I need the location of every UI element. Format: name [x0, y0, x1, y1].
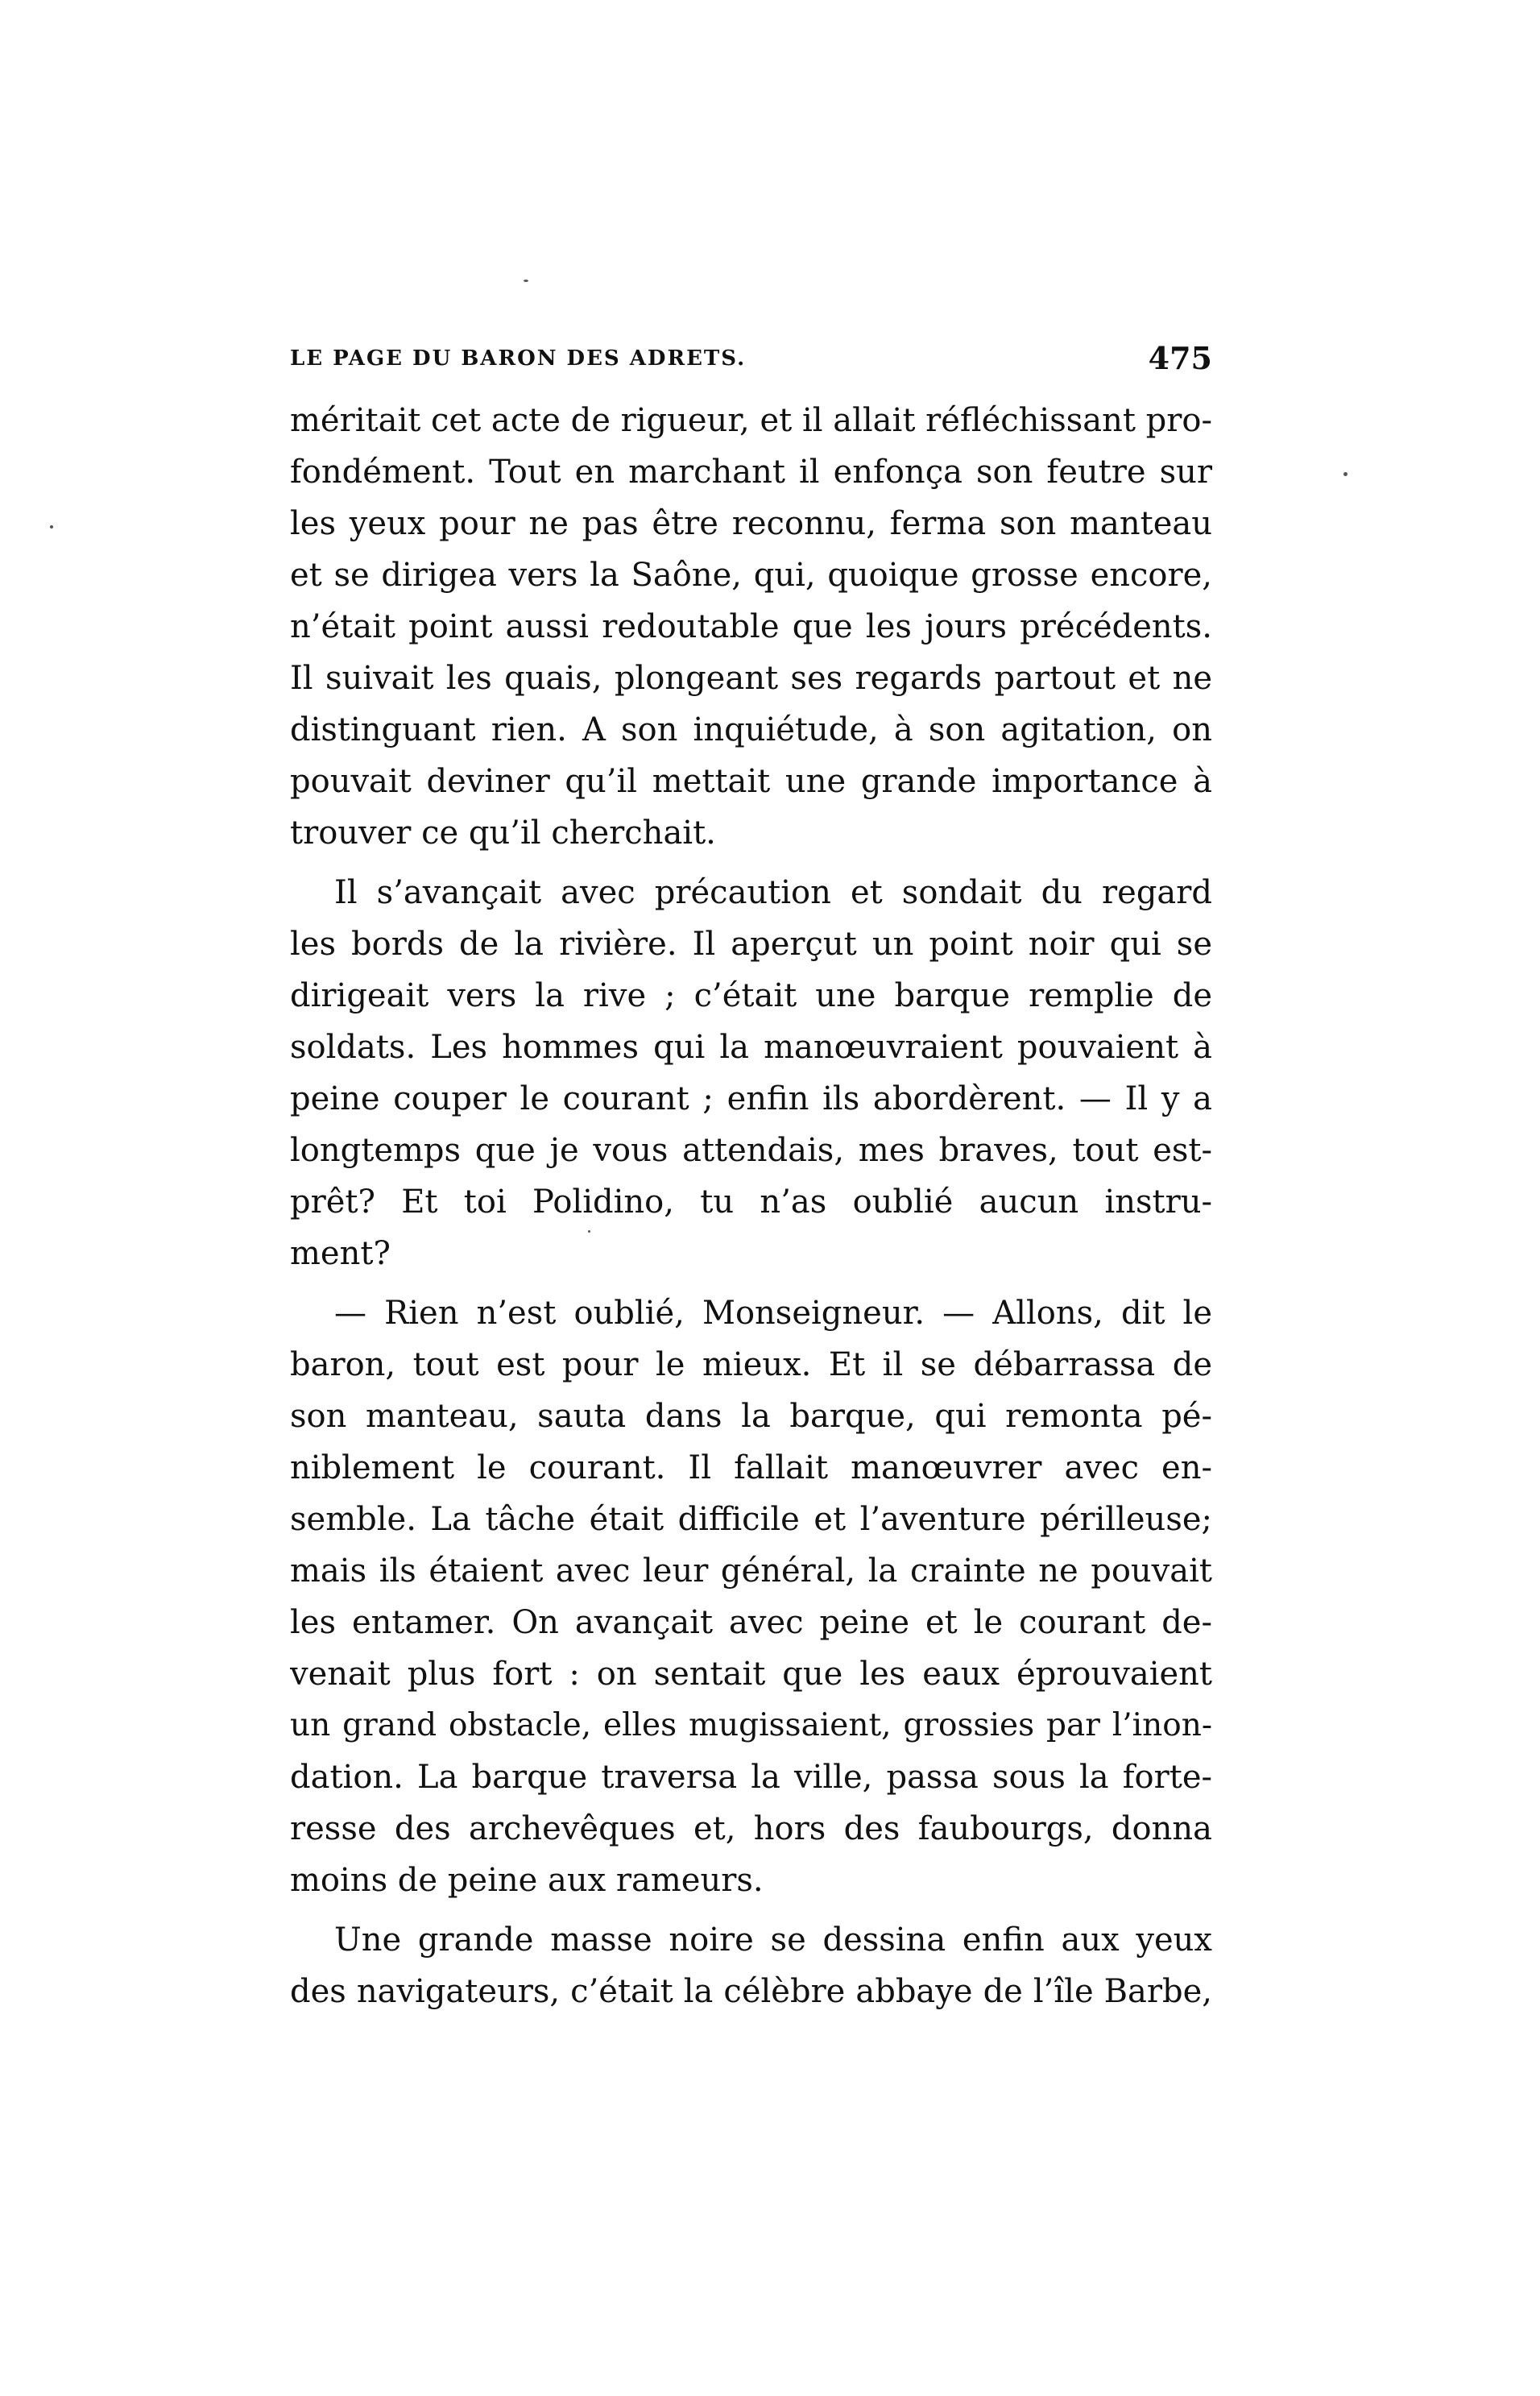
text-line: méritait cet acte de rigueur, et il allait réfléchissant pro- — [290, 402, 1212, 439]
text-line: les yeux pour ne pas être reconnu, ferma son manteau — [290, 505, 1212, 542]
text-line: fondément. Tout en marchant il enfonça son feutre sur — [290, 454, 1212, 491]
text-line: soldats. Les hommes qui la manœuvraient pouvaient à — [290, 1029, 1212, 1066]
text-line: un grand obstacle, elles mugissaient, grossies par l’inon- — [290, 1707, 1212, 1743]
text-line: trouver ce qu’il cherchait. — [290, 815, 716, 852]
page-number: 475 — [1148, 340, 1212, 376]
text-line: prêt? Et toi Polidino, tu n’as oublié aucun instru- — [290, 1183, 1212, 1221]
text-line: venait plus fort : on sentait que les eaux éprouvaient — [290, 1656, 1212, 1693]
text-line: resse des archevêques et, hors des faubourgs, donna — [290, 1810, 1212, 1847]
text-line: baron, tout est pour le mieux. Et il se débarrassa de — [290, 1346, 1212, 1383]
paragraph-4 — [290, 1914, 1212, 2017]
text-line: et se dirigea vers la Saône, qui, quoique grosse encore, — [290, 557, 1212, 594]
paragraph-1 — [290, 395, 1212, 859]
text-line: Il suivait les quais, plongeant ses regards partout et ne — [290, 660, 1212, 697]
text-line: des navigateurs, c’était la célèbre abbaye de l’île Barbe, — [290, 1973, 1212, 2010]
page-header — [290, 340, 1212, 387]
text-line: semble. La tâche était difficile et l’aventure périlleuse; — [290, 1501, 1212, 1538]
text-line: — Rien n’est oublié, Monseigneur. — Allons, dit le — [334, 1295, 1212, 1332]
text-line: niblement le courant. Il fallait manœuvrer avec en- — [290, 1449, 1212, 1486]
paragraph-3 — [290, 1287, 1212, 1906]
running-head: LE PAGE DU BARON DES ADRETS. — [290, 346, 747, 371]
paper-speck — [524, 280, 528, 282]
text-line: mais ils étaient avec leur général, la crainte ne pouvait — [290, 1552, 1212, 1590]
text-line: dation. La barque traversa la ville, passa sous la forte- — [290, 1759, 1212, 1796]
body-text — [290, 395, 1212, 2025]
text-line: moins de peine aux rameurs. — [290, 1862, 764, 1899]
text-line: les entamer. On avançait avec peine et le courant de- — [290, 1604, 1212, 1641]
text-line: n’était point aussi redoutable que les jours précédents. — [290, 608, 1212, 645]
text-line: longtemps que je vous attendais, mes braves, tout est- — [290, 1132, 1212, 1169]
paper-speck — [50, 525, 53, 529]
text-line: Une grande masse noire se dessina enfin aux yeux — [334, 1921, 1212, 1959]
text-line: distinguant rien. A son inquiétude, à son agitation, on — [290, 711, 1212, 748]
text-line: son manteau, sauta dans la barque, qui remonta pé- — [290, 1398, 1212, 1435]
text-line: dirigeait vers la rive ; c’était une barque remplie de — [290, 977, 1212, 1014]
text-line: peine couper le courant ; enfin ils abordèrent. — Il y a — [290, 1080, 1212, 1117]
text-line: ment? — [290, 1235, 391, 1272]
text-line: pouvait deviner qu’il mettait une grande importance à — [290, 763, 1212, 800]
text-line: Il s’avançait avec précaution et sondait du regard — [334, 874, 1212, 911]
paragraph-2 — [290, 867, 1212, 1279]
text-line: les bords de la rivière. Il aperçut un point noir qui se — [290, 926, 1212, 963]
paper-speck — [1343, 472, 1348, 476]
